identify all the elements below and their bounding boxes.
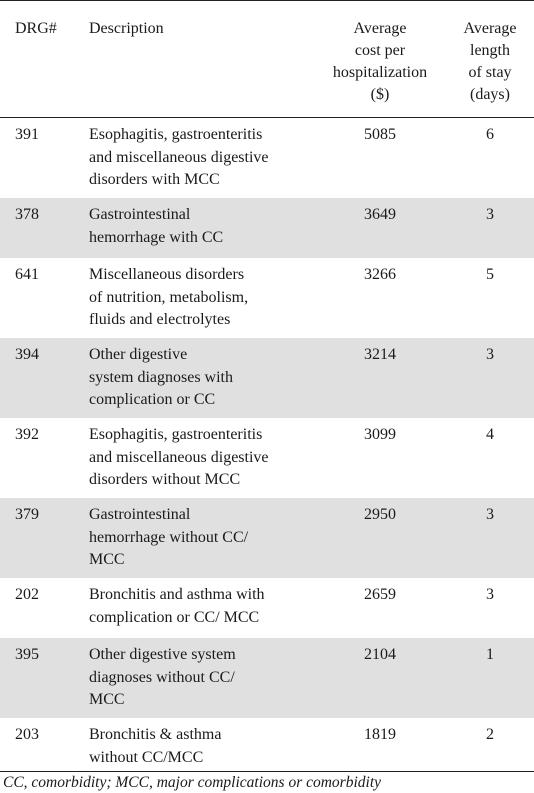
table-row xyxy=(0,338,534,418)
description-line: system diagnoses with xyxy=(89,368,233,386)
cell-description xyxy=(89,584,314,629)
cell-average-length-of-stay: 5 xyxy=(486,266,494,283)
description-line: Bronchitis & asthma xyxy=(89,726,222,743)
cell-drg: 202 xyxy=(15,586,39,603)
cell-average-cost: 2659 xyxy=(364,586,396,603)
description-line: Gastrointestinal xyxy=(89,506,191,523)
cell-description xyxy=(89,504,314,572)
cell-average-length-of-stay: 4 xyxy=(486,426,494,443)
cell-average-cost: 3099 xyxy=(364,426,396,443)
cell-drg: 641 xyxy=(15,266,39,283)
cell-drg: 378 xyxy=(15,206,39,223)
description-line: MCC xyxy=(89,691,125,708)
cell-description xyxy=(89,344,314,412)
cell-drg: 395 xyxy=(15,646,39,663)
description-line: Esophagitis, gastroenteritis xyxy=(89,126,263,143)
description-line: Gastrointestinal xyxy=(89,206,191,223)
cell-average-cost: 3214 xyxy=(364,346,396,363)
table-bottom-rule xyxy=(0,771,534,772)
description-line: of nutrition, metabolism, xyxy=(89,288,249,306)
cell-description xyxy=(89,124,314,192)
table-row xyxy=(0,118,534,198)
description-line: MCC xyxy=(89,551,125,568)
description-line: Esophagitis, gastroenteritis xyxy=(89,426,263,443)
cell-average-length-of-stay: 3 xyxy=(486,506,494,523)
cell-drg: 394 xyxy=(15,346,39,363)
cell-description xyxy=(89,264,314,332)
table-footnote: CC, comorbidity; MCC, major complications or comorbidity xyxy=(3,774,382,791)
header-average-cost: Average cost per hospitalization ($) xyxy=(332,20,428,103)
cell-average-length-of-stay: 3 xyxy=(486,346,494,363)
description-line: complication or CC xyxy=(89,391,216,408)
table-row xyxy=(0,718,534,771)
table-row xyxy=(0,418,534,498)
header-average-length-of-stay: Average length of stay (days) xyxy=(463,20,517,103)
description-line: Bronchitis and asthma with xyxy=(89,586,265,603)
table-row xyxy=(0,198,534,258)
cell-average-cost: 1819 xyxy=(364,726,396,743)
table-row xyxy=(0,578,534,638)
table-row xyxy=(0,498,534,578)
description-line: Other digestive system xyxy=(89,646,236,663)
description-line: and miscellaneous digestive xyxy=(89,448,269,466)
cell-description xyxy=(89,204,314,249)
cell-average-length-of-stay: 2 xyxy=(486,726,494,743)
description-line: diagnoses without CC/ xyxy=(89,668,235,686)
cell-average-cost: 2104 xyxy=(364,646,396,663)
description-line: fluids and electrolytes xyxy=(89,311,231,328)
cell-description xyxy=(89,424,314,492)
cell-average-cost: 5085 xyxy=(364,126,396,143)
description-line: hemorrhage without CC/ xyxy=(89,528,249,546)
table-row xyxy=(0,258,534,338)
cell-description xyxy=(89,644,314,712)
table-top-rule xyxy=(0,0,534,1)
cell-average-cost: 3266 xyxy=(364,266,396,283)
description-line: without CC/MCC xyxy=(89,748,204,766)
cell-drg: 379 xyxy=(15,506,39,523)
table-row xyxy=(0,638,534,718)
header-description: Description xyxy=(89,20,164,37)
cell-average-length-of-stay: 3 xyxy=(486,206,494,223)
description-line: disorders with MCC xyxy=(89,171,220,188)
description-line: Other digestive xyxy=(89,346,188,363)
cell-average-length-of-stay: 1 xyxy=(486,646,494,663)
cell-drg: 392 xyxy=(15,426,39,443)
description-line: Miscellaneous disorders xyxy=(89,266,245,283)
description-line: and miscellaneous digestive xyxy=(89,148,269,166)
header-drg: DRG# xyxy=(15,20,57,37)
cell-drg: 203 xyxy=(15,726,39,743)
description-line: complication or CC/ MCC xyxy=(89,608,260,626)
cell-drg: 391 xyxy=(15,126,39,143)
cell-average-cost: 3649 xyxy=(364,206,396,223)
cell-average-cost: 2950 xyxy=(364,506,396,523)
cell-average-length-of-stay: 6 xyxy=(486,126,494,143)
cell-average-length-of-stay: 3 xyxy=(486,586,494,603)
description-line: disorders without MCC xyxy=(89,471,241,488)
table-header xyxy=(0,8,534,118)
description-line: hemorrhage with CC xyxy=(89,228,224,246)
cell-description xyxy=(89,724,314,769)
